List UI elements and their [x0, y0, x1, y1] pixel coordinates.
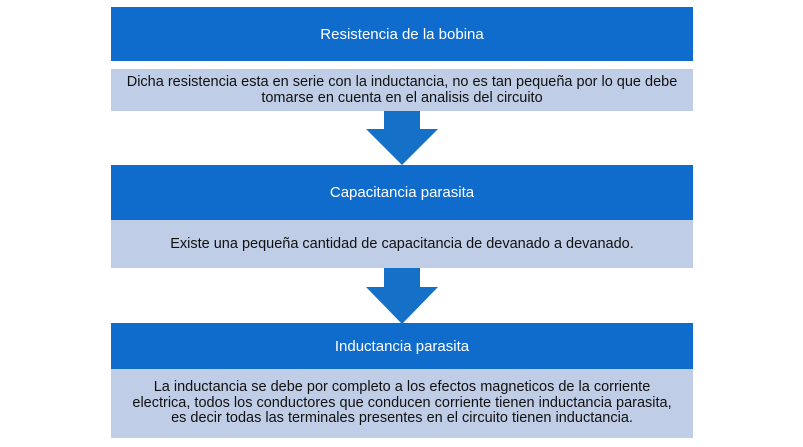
step-description: La inductancia se debe por completo a los efectos magneticos de la corriente electrica, todos los conductores que conducen corriente tienen inductancia parasita, es decir todas las terminales presentes en el circuito tienen inductancia.: [111, 369, 693, 438]
step-title: Inductancia parasita: [111, 323, 693, 369]
step-description: Dicha resistencia esta en serie con la inductancia, no es tan pequeña por lo que debe tomarse en cuenta en el analisis del circuito: [111, 69, 693, 111]
down-arrow-icon: [366, 268, 438, 324]
down-arrow-icon: [366, 111, 438, 165]
step-title: Resistencia de la bobina: [111, 7, 693, 61]
step-capacitancia-parasita: [111, 165, 693, 268]
step-description: Existe una pequeña cantidad de capacitancia de devanado a devanado.: [111, 220, 693, 268]
step-resistencia-bobina: [111, 7, 693, 111]
step-inductancia-parasita: [111, 323, 693, 438]
step-title: Capacitancia parasita: [111, 165, 693, 220]
